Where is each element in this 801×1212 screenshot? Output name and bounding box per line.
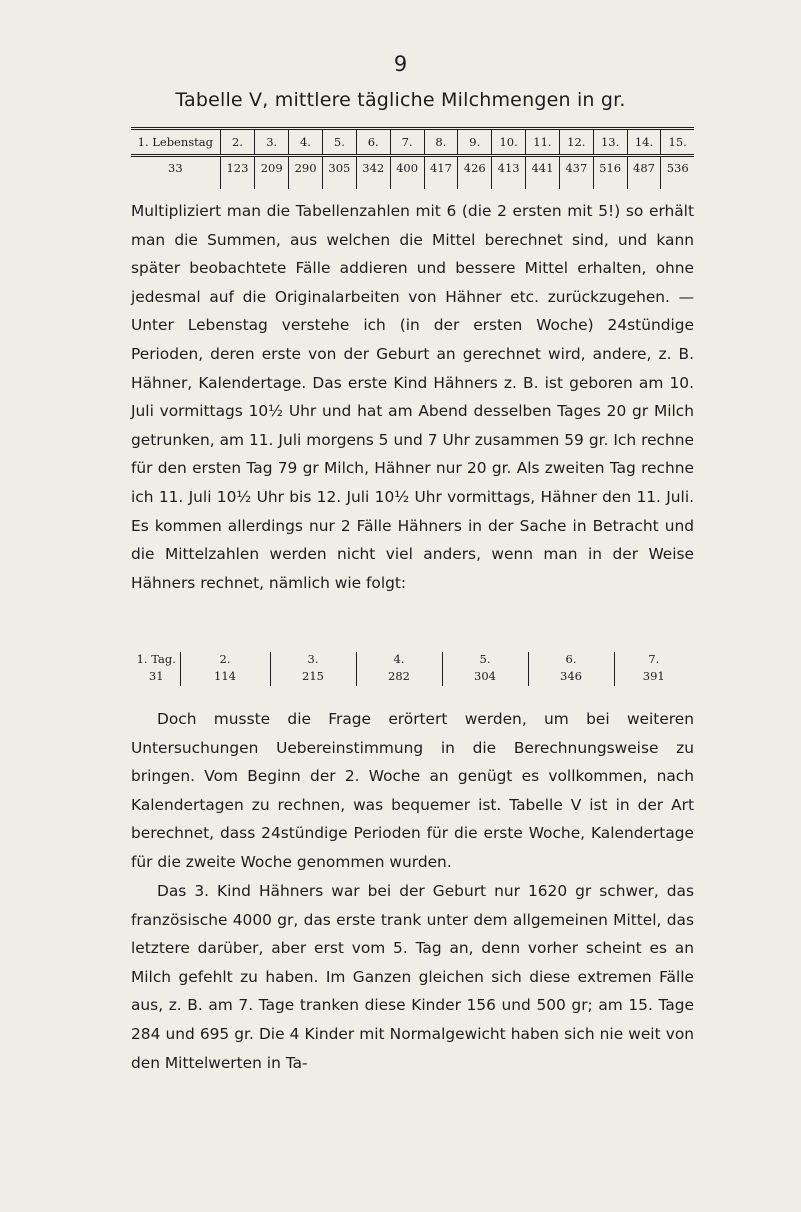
table-cell: 342 bbox=[356, 156, 390, 190]
table-header-row bbox=[131, 129, 694, 156]
body-paragraph-3: Das 3. Kind Hähners war bei der Geburt nur 1620 gr schwer, das französische 4000 gr, das erste trank unter dem allgemeinen Mittel, das letztere darüber, aber erst vom 5. Tag an, denn vorher scheint es an Milch gefehlt zu haben. Im Ganzen gleichen sich diese extremen Fälle aus, z. B. am 7. Tage tranken diese Kinder 156 und 500 gr; am 15. Tage 284 und 695 gr. Die 4 Kinder mit Normalgewicht haben sich nie weit von den Mittelwerten in Ta- bbox=[131, 882, 694, 1072]
table-header-cell: 8. bbox=[424, 129, 458, 156]
table-cell: 305 bbox=[322, 156, 356, 190]
table-cell: 215 bbox=[270, 669, 356, 686]
table-header-cell: 4. bbox=[356, 652, 442, 669]
table-cell: 346 bbox=[528, 669, 614, 686]
page-number: 9 bbox=[393, 52, 408, 76]
table-cell: 33 bbox=[168, 161, 183, 175]
table-header-cell: 1. Tag. bbox=[136, 652, 176, 666]
table-header-cell: 2. bbox=[180, 652, 270, 669]
table-header-cell: 3. bbox=[255, 129, 289, 156]
table-cell: 31 bbox=[148, 669, 164, 683]
table-cell: 391 bbox=[614, 669, 693, 686]
table-header-cell: 7. bbox=[390, 129, 424, 156]
table-cell: 400 bbox=[390, 156, 424, 190]
table-cell: 441 bbox=[526, 156, 560, 190]
body-paragraph-1: Multipliziert man die Tabellenzahlen mit 6 (die 2 ersten mit 5!) so erhält man die Summen, aus welchen die Mittel berechnet sind, und kann später beobachtete Fälle addieren und bessere Mittel erhalten, ohne jedesmal auf die Originalarbeiten von Hähner etc. zurückzugehen. — Unter Lebenstag verstehe ich (in der ersten Woche) 24stündige Perioden, deren erste von der Geburt an gerechnet wird, andere, z. B. Hähner, Kalendertage. Das erste Kind Hähners z. B. ist geboren am 10. Juli vormittags 10½ Uhr und hat am Abend desselben Tages 20 gr Milch getrunken, am 11. Juli morgens 5 und 7 Uhr zusammen 59 gr. Ich rechne für den ersten Tag 79 gr Milch, Hähner nur 20 gr. Als zweiten Tag rechne ich 11. Juli 10½ Uhr bis 12. Juli 10½ Uhr vormittags, Hähner den 11. Juli. Es kommen allerdings nur 2 Fälle Hähners in der Sache in Betracht und die Mittelzahlen werden nicht viel anders, wenn man in der Weise Hähners rechnet, nämlich wie folgt: bbox=[131, 202, 694, 592]
table-cell: 437 bbox=[559, 156, 593, 190]
table-header-cell: 5. bbox=[322, 129, 356, 156]
table-cell: 417 bbox=[424, 156, 458, 190]
table-row bbox=[133, 669, 693, 686]
table-header-cell: 11. bbox=[526, 129, 560, 156]
table-header-cell: 10. bbox=[492, 129, 526, 156]
table-row bbox=[131, 156, 694, 190]
table-header-row bbox=[133, 652, 693, 669]
table-header-cell: 2. bbox=[220, 129, 255, 156]
table-cell: 487 bbox=[627, 156, 661, 190]
table-header-cell: 7. bbox=[614, 652, 693, 669]
table-cell: 426 bbox=[458, 156, 492, 190]
table-cell: 413 bbox=[492, 156, 526, 190]
table-header-cell: 14. bbox=[627, 129, 661, 156]
body-paragraph-2: Doch musste die Frage erörtert werden, um bei weiteren Untersuchungen Uebereinstimmung in die Berechnungsweise zu bringen. Vom Beginn der 2. Woche an genügt es vollkommen, nach Kalendertagen zu rechnen, was bequemer ist. Tabelle V ist in der Art berechnet, dass 24stündige Perioden für die erste Woche, Kalendertage für die zweite Woche genommen wurden. bbox=[131, 710, 694, 871]
table-cell: 290 bbox=[289, 156, 323, 190]
table-cell: 282 bbox=[356, 669, 442, 686]
table-cell: 209 bbox=[255, 156, 289, 190]
table-header-cell: 5. bbox=[442, 652, 528, 669]
table-header-cell: 6. bbox=[356, 129, 390, 156]
table-header-cell: 12. bbox=[559, 129, 593, 156]
table-header-cell: 1. Lebenstag bbox=[131, 129, 220, 156]
table-title: Tabelle V, mittlere tägliche Milchmengen in gr. bbox=[175, 89, 626, 111]
table-cell: 123 bbox=[220, 156, 255, 190]
table-header-cell: 3. bbox=[270, 652, 356, 669]
haehner-method-table bbox=[133, 652, 693, 686]
table-cell: 114 bbox=[180, 669, 270, 686]
table-cell: 516 bbox=[593, 156, 627, 190]
table-header-cell: 9. bbox=[458, 129, 492, 156]
table-cell: 536 bbox=[661, 156, 694, 190]
table-header-cell: 13. bbox=[593, 129, 627, 156]
table-cell: 304 bbox=[442, 669, 528, 686]
milk-quantity-table bbox=[131, 127, 694, 189]
table-header-cell: 6. bbox=[528, 652, 614, 669]
table-header-cell: 15. bbox=[661, 129, 694, 156]
table-header-cell: 4. bbox=[289, 129, 323, 156]
